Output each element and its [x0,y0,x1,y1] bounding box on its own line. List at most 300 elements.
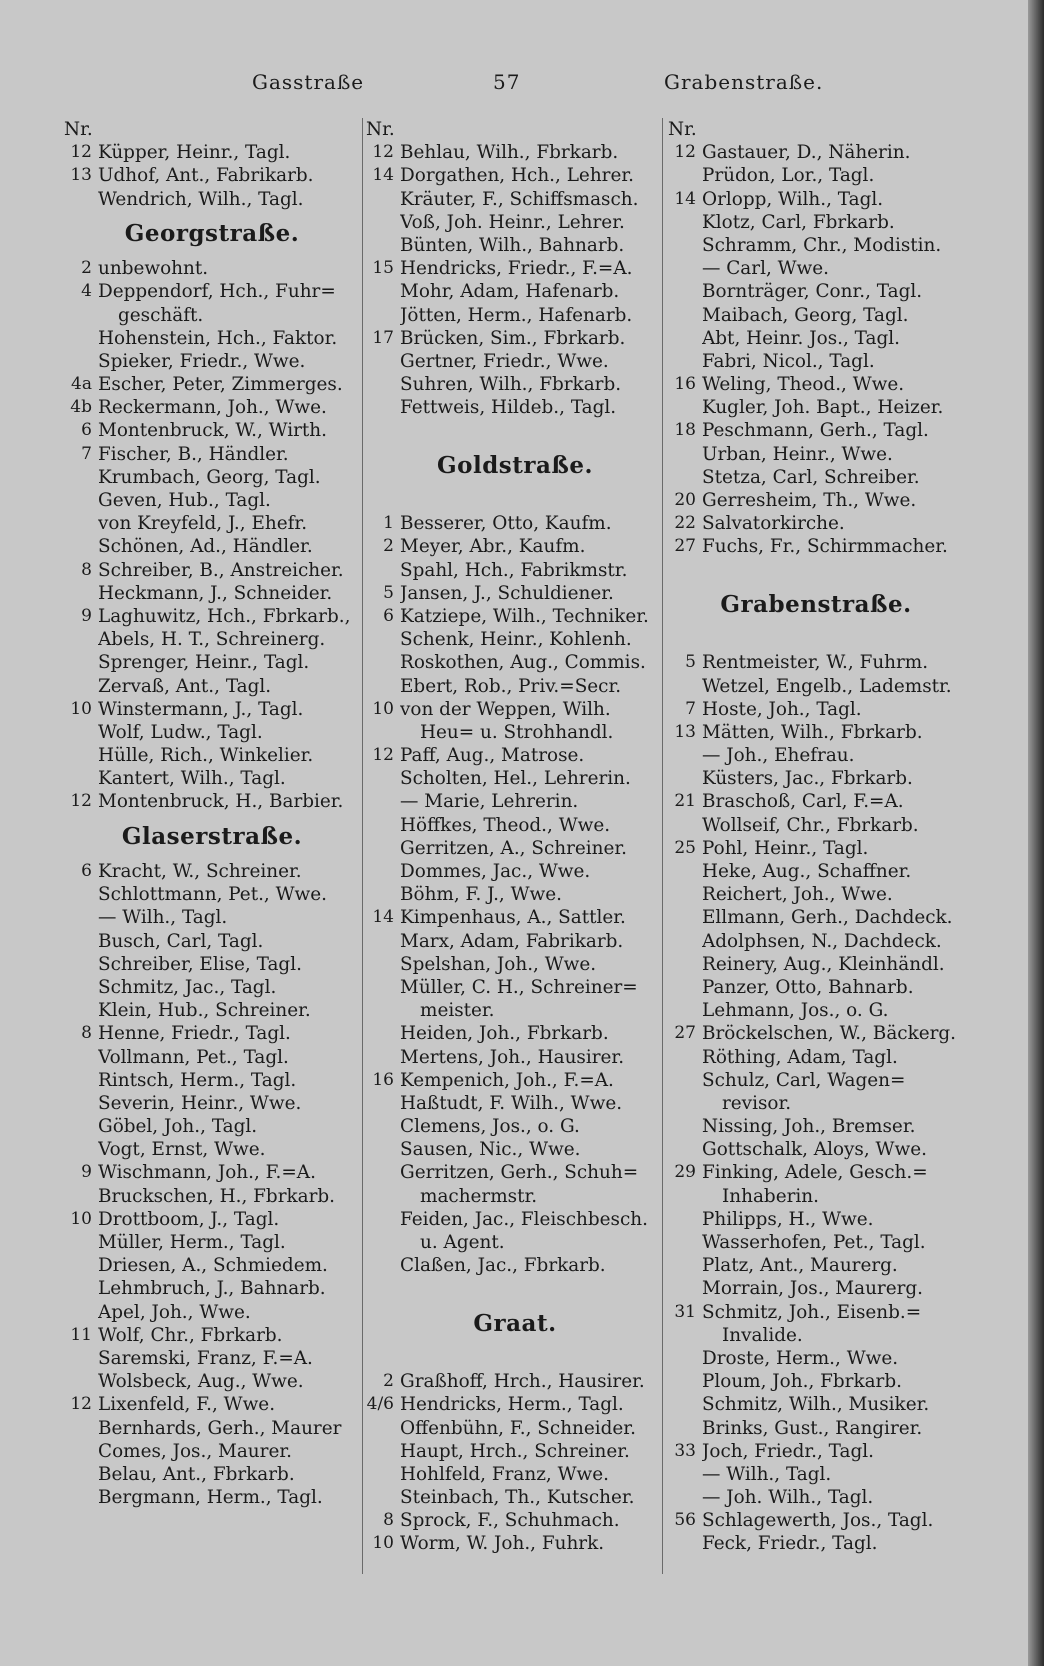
directory-entry [62,1138,362,1161]
resident-text: Fischer, B., Händler. [98,443,289,465]
resident-text: Morrain, Jos., Maurerg. [702,1278,924,1300]
house-number [62,1301,98,1324]
resident-text: Jötten, Herm., Hafenarb. [400,304,633,326]
house-number: 25 [674,837,696,858]
house-number: 4b [70,397,92,418]
resident-text: Kräuter, F., Schiffsmasch. [400,188,639,210]
house-number [62,1347,98,1370]
directory-entry [666,721,966,744]
resident-text: Ellmann, Gerh., Dachdeck. [702,907,953,929]
house-number [364,350,400,373]
house-number [364,1092,400,1115]
resident-text: Wolf, Ludw., Tagl. [98,721,263,743]
directory-entry [364,211,666,234]
resident-text: unbewohnt. [98,258,209,280]
resident-text: Brinks, Gust., Rangirer. [702,1417,923,1439]
house-number [364,953,400,976]
house-number [364,1208,400,1231]
resident-text: Kracht, W., Schreiner. [98,861,302,883]
spacer [364,419,666,442]
directory-entry [666,1301,966,1324]
resident-text: Invalide. [722,1324,803,1346]
house-number [62,1370,98,1393]
house-number [364,373,400,396]
resident-text: Brücken, Sim., Fbrkarb. [400,327,626,349]
resident-text: Laghuwitz, Hch., Fbrkarb., [98,605,351,627]
resident-text: Sausen, Nic., Wwe. [400,1139,581,1161]
house-number [666,1417,702,1440]
entry-continuation [364,721,666,744]
house-number: 7 [685,698,696,719]
directory-entry [666,1115,966,1138]
running-head [0,70,1028,104]
resident-text: Vogt, Ernst, Wwe. [98,1139,266,1161]
resident-text: Heke, Aug., Schaffner. [702,861,912,883]
resident-text: Marx, Adam, Fabrikarb. [400,930,624,952]
directory-entry [666,211,966,234]
resident-text: Haupt, Hrch., Schreiner. [400,1440,630,1462]
directory-entry [62,1185,362,1208]
house-number [364,999,400,1022]
house-number [62,999,98,1022]
house-number: 27 [674,536,696,557]
house-number [666,860,702,883]
directory-entry [62,559,362,582]
directory-entry [364,257,666,280]
resident-text: Heu= u. Strohhandl. [420,721,614,743]
house-number: 20 [674,490,696,510]
resident-text: Drottboom, J., Tagl. [98,1208,280,1230]
directory-entry [666,188,966,211]
house-number [364,1138,400,1161]
spacer [364,1347,666,1370]
house-number [666,1277,702,1300]
directory-entry [666,744,966,767]
column-1 [62,118,362,1509]
directory-entry [666,327,966,350]
house-number [364,790,400,813]
street-heading: Goldstraße. [436,451,593,479]
resident-text: Mätten, Wilh., Fbrkarb. [702,721,923,743]
house-number [364,396,400,419]
house-number [62,1138,98,1161]
house-number [666,327,702,350]
directory-entry [666,1277,966,1300]
house-number [364,1417,400,1440]
resident-text: von der Weppen, Wilh. [400,698,611,720]
house-number [364,211,400,234]
house-number: 21 [674,791,696,812]
house-number: 12 [372,745,394,766]
directory-entry [666,976,966,999]
resident-text: Spieker, Friedr., Wwe. [98,350,306,372]
directory-entry [62,906,362,929]
house-number: 10 [70,698,92,719]
resident-text: Böhm, F. J., Wwe. [400,884,563,906]
house-number [62,1231,98,1254]
house-number: 8 [81,1023,92,1044]
resident-text: Montenbruck, H., Barbier. [98,791,344,813]
house-number [364,1231,400,1254]
resident-text: Besserer, Otto, Kaufm. [400,513,612,535]
directory-entry [364,164,666,187]
directory-entry [62,1370,362,1393]
resident-text: Stetza, Carl, Schreiber. [702,466,920,488]
resident-text: Bröckelschen, W., Bäckerg. [702,1023,957,1045]
running-head-right: Grabenstraße. [664,70,824,94]
house-number [666,767,702,790]
house-number: 5 [685,652,696,673]
directory-entry [62,605,362,628]
resident-text: Prüdon, Lor., Tagl. [702,165,875,187]
entry-continuation [364,1185,666,1208]
directory-entry [666,234,966,257]
house-number: 1 [383,513,394,534]
resident-text: Gerritzen, A., Schreiner. [400,837,627,859]
house-number: 18 [674,420,696,441]
directory-entry [62,1231,362,1254]
resident-text: Voß, Joh. Heinr., Lehrer. [400,211,625,233]
resident-text: Hohenstein, Hch., Faktor. [98,327,338,349]
house-number [62,1092,98,1115]
directory-entry [364,304,666,327]
house-number [364,188,400,211]
directory-entry [666,1046,966,1069]
resident-text: Rintsch, Herm., Tagl. [98,1069,297,1091]
resident-text: Busch, Carl, Tagl. [98,930,264,952]
resident-text: Wollseif, Chr., Fbrkarb. [702,814,919,836]
house-number [364,304,400,327]
house-number [666,1393,702,1416]
resident-text: Höffkes, Theod., Wwe. [400,814,611,836]
resident-text: Zervaß, Ant., Tagl. [98,675,272,697]
directory-entry [666,512,966,535]
directory-entry [666,1532,966,1555]
house-number [364,721,400,744]
resident-text: Schmitz, Wilh., Musiker. [702,1394,930,1416]
directory-entry [364,280,666,303]
resident-text: Küpper, Heinr., Tagl. [98,142,291,164]
house-number [62,304,98,327]
house-number: 10 [372,698,394,719]
directory-entry [666,860,966,883]
house-number: 7 [81,443,92,464]
directory-entry [666,466,966,489]
resident-text: — Joh. Wilh., Tagl. [702,1487,874,1509]
directory-entry [666,443,966,466]
directory-entry [62,1115,362,1138]
house-number [666,350,702,373]
house-number [364,1440,400,1463]
resident-text: Schramm, Chr., Modistin. [702,234,942,256]
directory-entry [364,1046,666,1069]
house-number [62,327,98,350]
directory-entry [666,1208,966,1231]
resident-text: Apel, Joh., Wwe. [98,1301,251,1323]
directory-entry [364,1370,666,1393]
house-number [666,1185,702,1208]
house-number: 33 [674,1440,696,1461]
resident-text: Platz, Ant., Maurerg. [702,1255,898,1277]
resident-text: Wetzel, Engelb., Lademstr. [702,675,952,697]
resident-text: Klotz, Carl, Fbrkarb. [702,211,895,233]
directory-entry [62,767,362,790]
resident-text: Abels, H. T., Schreinerg. [98,629,326,651]
resident-text: Wolsbeck, Aug., Wwe. [98,1371,304,1393]
resident-text: Offenbühn, F., Schneider. [400,1417,636,1439]
house-number [364,628,400,651]
house-number [666,953,702,976]
resident-text: Lehmann, Jos., o. G. [702,1000,889,1022]
directory-entry [62,1417,362,1440]
directory-entry [666,373,966,396]
resident-text: Schlottmann, Pet., Wwe. [98,884,327,906]
house-number [62,489,98,512]
directory-entry [364,605,666,628]
house-number: 16 [674,374,696,395]
directory-entry [364,234,666,257]
house-number [364,860,400,883]
house-number [62,1440,98,1463]
directory-entry [364,837,666,860]
directory-entry [62,1463,362,1486]
entry-continuation [666,1185,966,1208]
house-number [666,1208,702,1231]
house-number [666,1254,702,1277]
directory-entry [364,1161,666,1184]
house-number [364,883,400,906]
directory-entry [364,953,666,976]
resident-text: Müller, Herm., Tagl. [98,1232,286,1254]
resident-text: Inhaberin. [722,1185,819,1207]
directory-entry [666,1161,966,1184]
house-number [62,1254,98,1277]
resident-text: Jansen, J., Schuldiener. [400,582,614,604]
directory-entry [364,582,666,605]
house-number [62,350,98,373]
resident-text: Hoste, Joh., Tagl. [702,698,862,720]
directory-entry [364,906,666,929]
resident-text: Spahl, Hch., Fabrikmstr. [400,559,628,581]
resident-text: Hendricks, Friedr., F.=A. [400,258,633,280]
street-heading: Graat. [473,1309,557,1337]
spacer [666,559,966,582]
house-number: 9 [81,1162,92,1183]
house-number: 4a [71,374,92,395]
directory-entry [62,953,362,976]
resident-text: Belau, Ant., Fbrkarb. [98,1463,295,1485]
resident-text: Müller, C. H., Schreiner= [400,976,638,998]
resident-text: Fabri, Nicol., Tagl. [702,350,875,372]
resident-text: Steinbach, Th., Kutscher. [400,1487,635,1509]
directory-entry [364,814,666,837]
directory-entry [62,999,362,1022]
directory-entry [666,675,966,698]
column-nr-label: Nr. [668,119,697,140]
house-number [666,1532,702,1555]
house-number [364,976,400,999]
directory-entry [62,188,362,211]
directory-entry [364,883,666,906]
directory-entry [364,1022,666,1045]
resident-text: Heckmann, J., Schneider. [98,582,333,604]
resident-text: Dorgathen, Hch., Lehrer. [400,165,634,187]
resident-text: Schenk, Heinr., Kohlenh. [400,629,632,651]
house-number [62,466,98,489]
house-number: 14 [674,188,696,209]
house-number: 10 [70,1208,92,1229]
directory-entry [62,860,362,883]
directory-entry [666,1486,966,1509]
resident-text: Wasserhofen, Pet., Tagl. [702,1232,926,1254]
directory-entry [62,350,362,373]
resident-text: Kempenich, Joh., F.=A. [400,1069,614,1091]
directory-entry [364,350,666,373]
directory-entry [666,535,966,558]
house-number [62,535,98,558]
resident-text: geschäft. [118,304,204,326]
directory-entry [62,582,362,605]
house-number [364,1046,400,1069]
directory-entry [666,906,966,929]
directory-entry [364,1486,666,1509]
house-number [666,1486,702,1509]
house-number: 4/6 [366,1394,394,1415]
house-number [666,883,702,906]
house-number [62,582,98,605]
entry-continuation [666,1092,966,1115]
house-number [364,559,400,582]
house-number [364,280,400,303]
directory-entry [666,304,966,327]
resident-text: Sprock, F., Schuhmach. [400,1510,620,1532]
resident-text: Röthing, Adam, Tagl. [702,1046,898,1068]
house-number [364,1463,400,1486]
resident-text: Bornträger, Conr., Tagl. [702,281,923,303]
directory-entry [364,512,666,535]
house-number: 12 [70,1394,92,1415]
house-number [364,1115,400,1138]
resident-text: Joch, Friedr., Tagl. [702,1440,874,1462]
resident-text: Bergmann, Herm., Tagl. [98,1487,323,1509]
house-number [666,466,702,489]
directory-entry [364,860,666,883]
house-number: 10 [372,1533,394,1554]
resident-text: Mertens, Joh., Hausirer. [400,1046,625,1068]
house-number [666,1069,702,1092]
resident-text: Heiden, Joh., Fbrkarb. [400,1023,609,1045]
resident-text: Hohlfeld, Franz, Wwe. [400,1463,609,1485]
directory-entry [666,1370,966,1393]
resident-text: Comes, Jos., Maurer. [98,1440,292,1462]
house-number: 8 [383,1510,394,1531]
resident-text: Klein, Hub., Schreiner. [98,1000,311,1022]
house-number: 14 [372,907,394,928]
house-number: 4 [81,281,92,302]
directory-entry [364,1532,666,1555]
resident-text: von Kreyfeld, J., Ehefr. [98,513,308,535]
directory-entry [62,419,362,442]
house-number: 56 [674,1510,696,1531]
directory-entry [666,698,966,721]
directory-entry [666,1347,966,1370]
resident-text: Geven, Hub., Tagl. [98,490,271,512]
resident-text: Gottschalk, Aloys, Wwe. [702,1139,927,1161]
house-number: 12 [372,142,394,163]
directory-entry [666,350,966,373]
directory-entry [364,1092,666,1115]
resident-text: Pohl, Heinr., Tagl. [702,837,869,859]
resident-text: Finking, Adele, Gesch.= [702,1162,928,1184]
resident-text: u. Agent. [420,1232,505,1254]
directory-entry [364,373,666,396]
house-number [62,953,98,976]
directory-entry [364,1417,666,1440]
directory-entry [364,1138,666,1161]
directory-entry [62,512,362,535]
column-nr-label: Nr. [64,119,93,140]
resident-text: Gerresheim, Th., Wwe. [702,490,917,511]
directory-entry [666,1231,966,1254]
house-number: 6 [383,605,394,626]
resident-text: Peschmann, Gerh., Tagl. [702,420,929,442]
directory-entry [666,419,966,442]
directory-entry [666,814,966,837]
resident-text: — Wilh., Tagl. [702,1463,832,1485]
resident-text: Adolphsen, N., Dachdeck. [702,930,942,952]
directory-entry [666,1138,966,1161]
directory-entry [364,628,666,651]
directory-entry [666,883,966,906]
directory-entry [62,489,362,512]
house-number [62,1046,98,1069]
house-number: 2 [383,536,394,557]
directory-entry [62,1347,362,1370]
directory-entry [364,767,666,790]
directory-entry [666,396,966,419]
resident-text: Bünten, Wilh., Bahnarb. [400,234,625,256]
house-number [364,234,400,257]
house-number [62,1463,98,1486]
resident-text: Worm, W. Joh., Fuhrk. [400,1533,605,1555]
house-number: 2 [383,1371,394,1392]
resident-text: Udhof, Ant., Fabrikarb. [98,165,314,187]
resident-text: Nissing, Joh., Bremser. [702,1116,916,1138]
house-number [62,188,98,211]
house-number [62,512,98,535]
house-number: 27 [674,1023,696,1044]
house-number [62,1417,98,1440]
directory-entry [364,535,666,558]
directory-entry [666,489,966,512]
house-number [666,906,702,929]
entry-continuation [666,1324,966,1347]
resident-text: Severin, Heinr., Wwe. [98,1092,302,1114]
resident-text: Reichert, Joh., Wwe. [702,884,893,906]
resident-text: Roskothen, Aug., Commis. [400,652,646,674]
house-number [62,1486,98,1509]
house-number [666,1463,702,1486]
directory-entry [364,1509,666,1532]
directory-entry [364,930,666,953]
resident-text: Sprenger, Heinr., Tagl. [98,652,310,674]
resident-text: Salvatorkirche. [702,513,845,535]
directory-entry [364,1254,666,1277]
directory-entry [62,1046,362,1069]
directory-entry [364,698,666,721]
house-number [666,930,702,953]
house-number [62,767,98,790]
